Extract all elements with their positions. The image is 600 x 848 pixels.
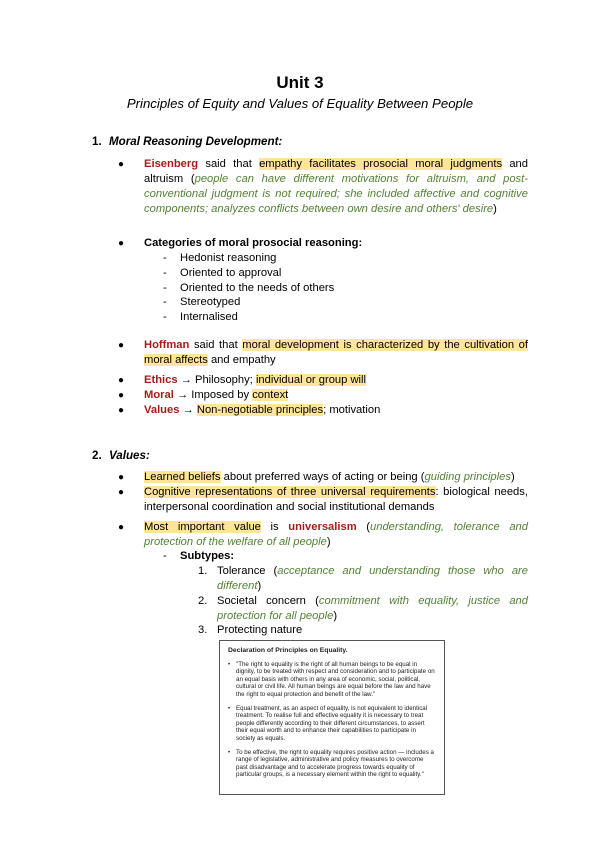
subtype-item: 3. Protecting nature: [198, 624, 303, 636]
bullet-values: ● Values → Non-negotiable principles; motivation: [118, 404, 381, 416]
declaration-item: • Equal treatment, as an aspect of equality, is not equivalent to identical treatment. To realise full and effective equality it is necessary to treat people differently according to their different circumstances, to assert their equal worth and to enhance their capabilities to participate in society as equals.: [228, 704, 428, 742]
bullet-icon: ●: [118, 472, 125, 483]
bullet-icon: ●: [118, 238, 125, 249]
subtype-item: 1. Tolerance (acceptance and understanding those who are different): [198, 565, 528, 592]
bullet-icon: ●: [118, 522, 125, 533]
bullet-eisenberg: ● Eisenberg said that empathy facilitates prosocial moral judgments and altruism (people can have different motivations for altruism, and post-conventional judgment is not required; she included affective and cognitive components; analyzes conflicts between own desire and others' desire): [118, 158, 528, 215]
bullet-icon: ●: [118, 390, 125, 401]
declaration-item: • To be effective, the right to equality requires positive action — includes a range of legislative, administrative and policy measures to overcome past disadvantage and to accelerate progress towards equality of particular groups, is a necessary element within the right to equality.": [228, 748, 434, 779]
bullet-moral: ● Moral → Imposed by context: [118, 389, 289, 401]
bullet-icon: ●: [118, 159, 125, 170]
bullet-icon: ●: [118, 340, 125, 351]
list-item: - Oriented to approval: [163, 267, 282, 279]
list-item: - Stereotyped: [163, 296, 241, 308]
page-title: Unit 3: [276, 73, 324, 92]
page-subtitle: Principles of Equity and Values of Equality Between People: [126, 96, 474, 111]
bullet-cognitive: ● Cognitive representations of three universal requirements: biological needs, interpersonal coordination and social institutional demands: [118, 486, 528, 513]
bullet-categories: ● Categories of moral prosocial reasoning:: [118, 237, 363, 249]
bullet-icon: ●: [118, 405, 125, 416]
section-heading-1: 1. Moral Reasoning Development:: [92, 135, 283, 148]
bullet-learned-beliefs: ● Learned beliefs about preferred ways of acting or being (guiding principles): [118, 471, 515, 483]
list-item: - Internalised: [163, 311, 238, 323]
bullet-icon: ●: [118, 487, 125, 498]
list-item: - Oriented to the needs of others: [163, 282, 335, 294]
declaration-item: • "The right to equality is the right of all human beings to be equal in dignity, to be treated with respect and consideration and to participate on an equal basis with others in any area of economic, social, political, cultural or civil life. All human beings are equal before the law and have the right to equal protection and benefit of the law.": [228, 660, 435, 698]
declaration-title: Declaration of Principles on Equality.: [228, 647, 348, 654]
section-heading-2: 2. Values:: [92, 449, 150, 462]
bullet-hoffman: ● Hoffman said that moral development is characterized by the cultivation of moral affects and empathy: [118, 339, 528, 366]
subtypes-heading: - Subtypes:: [163, 550, 235, 562]
bullet-important-value: ● Most important value is universalism (understanding, tolerance and protection of the welfare of all people): [118, 521, 528, 548]
bullet-ethics: ● Ethics → Philosophy; individual or group will: [118, 374, 367, 386]
subtype-item: 2. Societal concern (commitment with equality, justice and protection for all people): [198, 595, 528, 622]
bullet-icon: ●: [118, 375, 125, 386]
list-item: - Hedonist reasoning: [163, 252, 277, 264]
declaration-image: [219, 640, 445, 795]
